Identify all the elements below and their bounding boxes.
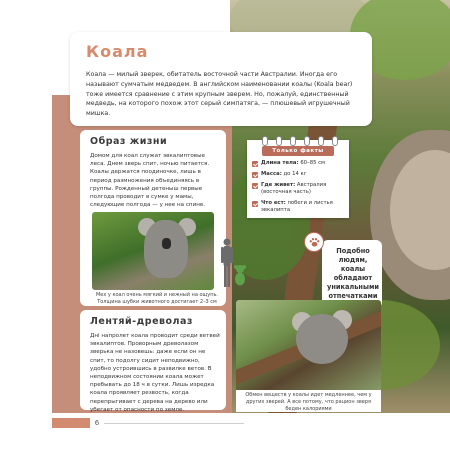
photo2-caption: Обмен веществ у коалы идет медленнее, чем у других зверей. А все потому, что рацион зверя беден калориями [245, 392, 372, 412]
koala-silhouette-icon [234, 264, 246, 286]
paw-icon [307, 235, 322, 250]
fact-mass: Масса: до 14 кг [261, 171, 307, 177]
check-icon [252, 183, 258, 189]
page-number: 6 [94, 419, 100, 427]
human-silhouette-icon [220, 238, 234, 288]
koala-photo-2 [236, 300, 381, 394]
check-icon [252, 161, 258, 167]
climber-title: Лентяй-древолаз [90, 316, 193, 327]
paw-note-text: Подобно людям, коалы обладают уникальными отпечатками [327, 247, 379, 300]
koala-photo-1 [92, 212, 214, 290]
spiral-ring [332, 136, 338, 146]
climber-text: Днi напролет коала проводит среди ветвей эвкалиптов. Проворным древолазом зверька не назовешь: даже если он не спит, то подолгу сидит неподвижно, удобно устроившись в развилке ветов. В неподвижном состоянии коала может пребывать до 18 ч в сутки. Лишь изредка коала проявляет резвость, когда перепрыгивает с дерева на дерево или убегает от опасности по земле. [90, 333, 220, 413]
check-icon [252, 201, 258, 207]
check-icon [252, 172, 258, 178]
spiral-ring [290, 136, 296, 146]
fact-habitat: Где живет: Австралия (восточная часть) [261, 182, 327, 195]
photo1-caption: Мех у коал очень мягкий и нежный на ощупь. Толщина шубки животного достигает 2–3 см [95, 292, 219, 305]
paw-badge [304, 232, 324, 252]
intro-text: Коала — милый зверек, обитатель восточной части Австралии. Иногда его называют сумчатым медведем. В английском наименовании коалы (Koala bear) тоже имеется сравнение с этим крупным зверем. Но, пожалуй, единственный медведь, на которого похож этот серый симпатяга, — плюшевый игрушечный мишка. [86, 71, 353, 118]
spiral-ring [262, 136, 268, 146]
fact-food: Что ест: побеги и листья эвкалипта [261, 200, 333, 213]
lifestyle-text: Домом для коал служат эвкалиптовые леса. Днем зверь спит, ночью питается. Коалы держатся поодиночке, лишь в период размножения объединяясь в группы. Рожденный детеныш первые полгода проводит в сумке у мамы, следующие полгода — у нее на спине. [90, 153, 210, 209]
spiral-ring [276, 136, 282, 146]
fact-length: Длина тела: 60–85 см [261, 160, 326, 166]
page-title: Коала [86, 42, 149, 61]
page-number-bar [52, 418, 90, 428]
spiral-ring [304, 136, 310, 146]
spiral-ring [318, 136, 324, 146]
footer-line [104, 423, 244, 424]
lifestyle-title: Образ жизни [90, 136, 168, 147]
facts-tab-label: Только факты [272, 148, 324, 154]
